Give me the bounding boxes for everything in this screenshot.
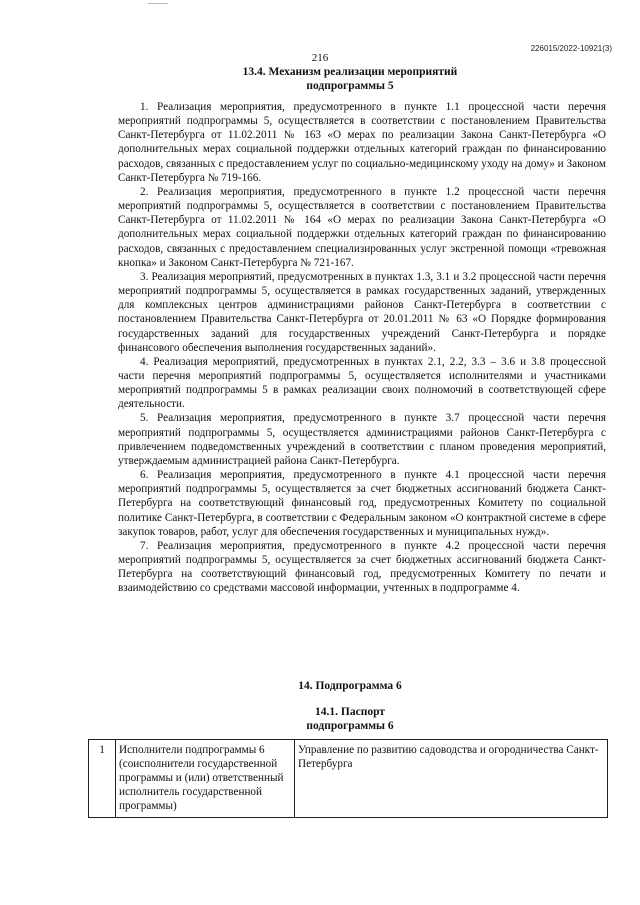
page-number: 216 <box>311 52 329 64</box>
row-number: 1 <box>89 740 116 818</box>
row-value: Управление по развитию садоводства и огородничества Санкт-Петербурга <box>295 740 608 818</box>
section-body <box>118 100 606 595</box>
passport-heading <box>80 705 620 733</box>
page-top-mark <box>148 3 168 4</box>
passport-heading-line-2: подпрограммы 6 <box>306 720 394 732</box>
section-title-line-2: подпрограммы 5 <box>306 80 394 92</box>
table-row <box>89 740 608 818</box>
paragraph-2: 2. Реализация мероприятия, предусмотренного в пункте 1.2 процессной части перечня мероприятий подпрограммы 5, осуществляется в соответствии с постановлением Правительства Санкт-Петербурга от 11.02.2011 № 164 «О мерах по реализации Закона Санкт-Петербурга «О дополнительных мерах социальной поддержки отдельных категорий граждан по финансированию расходов, связанных с предоставлением специализированных услуг экстренной помощи «тревожная кнопка» и Законом Санкт-Петербурга № 721-167. <box>118 185 606 269</box>
paragraph-6: 6. Реализация мероприятия, предусмотренного в пункте 4.1 процессной части перечня мероприятий подпрограммы 5, осуществляется за счет бюджетных ассигнований бюджета Санкт-Петербурга на соответствующий финансовый год, предусмотренных Комитету по социальной политике Санкт-Петербурга, в соответствии с Федеральным законом «О контрактной системе в сфере закупок товаров, работ, услуг для обеспечения государственных и муниципальных нужд». <box>118 469 606 538</box>
paragraph-3: 3. Реализация мероприятий, предусмотренных в пунктах 1.3, 3.1 и 3.2 процессной части перечня мероприятий подпрограммы 5, осуществляется в рамках государственных заданий, утвержденных для комплексных центров администрациями районов Санкт-Петербурга в соответствии с постановлением Правительства Санкт-Петербурга от 20.01.2011 № 63 «О Порядке формирования государственных заданий для государственных учреждений Санкт-Петербурга и порядке финансового обеспечения выполнения государственных заданий». <box>118 270 606 354</box>
paragraph-7: 7. Реализация мероприятия, предусмотренного в пункте 4.2 процессной части перечня мероприятий подпрограммы 5, осуществляется за счет бюджетных ассигнований бюджета Санкт-Петербурга на соответствующий финансовый год, предусмотренных Комитету по печати и взаимодействию со средствами массовой информации, учтенных в подпрограмме 4. <box>118 539 606 595</box>
document-number: 226015/2022-10921(3) <box>530 44 612 53</box>
paragraph-1: 1. Реализация мероприятия, предусмотренного в пункте 1.1 процессной части перечня мероприятий подпрограммы 5, осуществляется в соответствии с постановлением Правительства Санкт-Петербурга от 11.02.2011 № 163 «О мерах по реализации Закона Санкт-Петербурга «О дополнительных мерах социальной поддержки отдельных категорий граждан по финансированию расходов, связанных с предоставлением услуг по социально-медицинскому уходу на дому» и Законом Санкт-Петербурга № 719-166. <box>118 101 606 184</box>
paragraph-4: 4. Реализация мероприятий, предусмотренных в пунктах 2.1, 2.2, 3.3 – 3.6 и 3.8 процессной части перечня мероприятий подпрограммы 5, осуществляется исполнителями и участниками мероприятий подпрограммы 5 в рамках реализации своих полномочий в соответствующей сфере деятельности. <box>118 355 606 411</box>
subprogram-heading: 14. Подпрограмма 6 <box>298 680 402 692</box>
section-title-line-1: 13.4. Механизм реализации мероприятий <box>242 66 458 78</box>
row-label: Исполнители подпрограммы 6 (соисполнители государственной программы и (или) ответственный исполнитель государственной программы) <box>116 740 295 818</box>
paragraph-5: 5. Реализация мероприятия, предусмотренного в пункте 3.7 процессной части перечня мероприятий подпрограммы 5, осуществляется администрациями районов Санкт-Петербурга с привлечением подведомственных учреждений в соответствии с планом проведения мероприятий, утверждаемым администрацией района Санкт-Петербурга. <box>118 412 606 467</box>
passport-heading-line-1: 14.1. Паспорт <box>315 706 385 718</box>
section-title <box>80 65 620 93</box>
passport-table <box>88 739 608 818</box>
